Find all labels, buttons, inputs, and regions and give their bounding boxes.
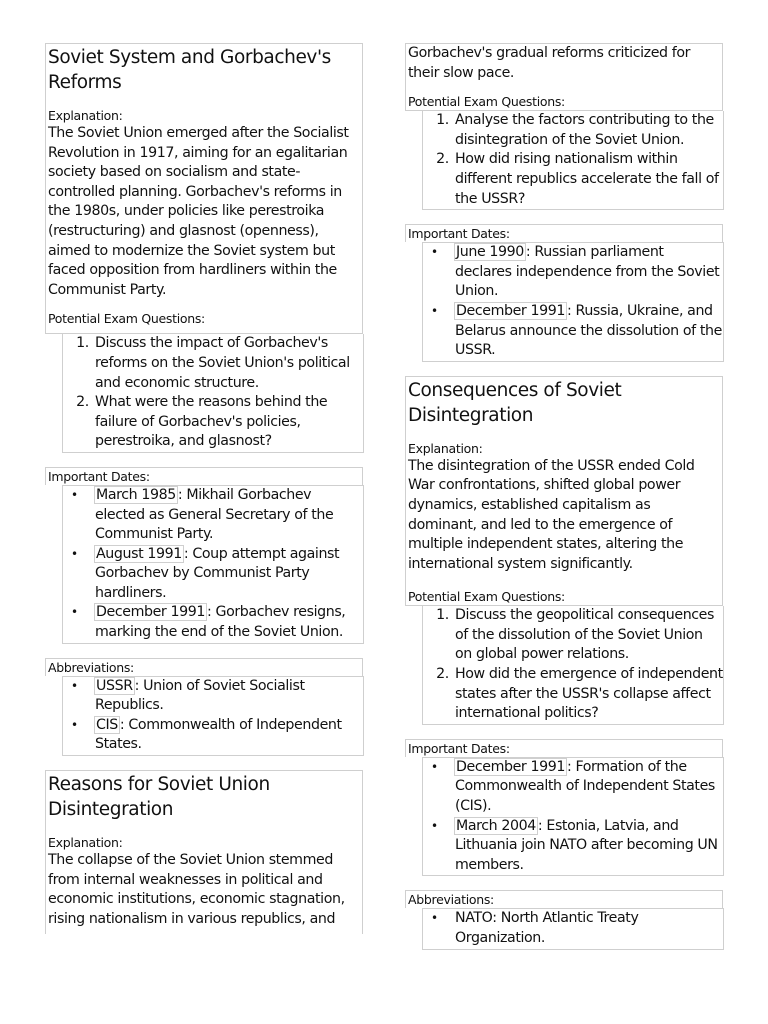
dates-list-box	[62, 485, 364, 644]
date-key: August 1991	[96, 545, 182, 562]
questions-label: Potential Exam Questions:	[408, 94, 565, 110]
section-soviet-system	[45, 43, 363, 334]
abbr-text: Union of Soviet Socialist Republics.	[95, 677, 305, 714]
date-item: • June 1990 : Russian parliament declares independence from the Soviet Union.	[453, 243, 723, 302]
abbr-item: • NATO: North Atlantic Treaty Organization.	[453, 909, 723, 948]
date-text: Formation of the Commonwealth of Independent States (CIS).	[455, 758, 715, 815]
explanation-text-continued: Gorbachev's gradual reforms criticized for their slow pace.	[408, 45, 691, 81]
abbr-text: Commonwealth of Independent States.	[95, 716, 342, 753]
left-column	[45, 43, 363, 934]
date-key: March 1985	[96, 486, 176, 503]
section-title: Soviet System and Gorbachev's Reforms	[48, 47, 331, 93]
questions-list	[423, 111, 723, 209]
question-item: 1. Analyse the factors contributing to the disintegration of the Soviet Union.	[453, 111, 723, 150]
section-consequences	[405, 376, 723, 607]
abbr-list	[423, 909, 723, 948]
abbr-item: • USSR : Union of Soviet Socialist Republics.	[93, 677, 363, 716]
explanation-label: Explanation:	[48, 108, 123, 123]
explanation-text: The Soviet Union emerged after the Socialist Revolution in 1917, aiming for an egalitarian society based on socialism and state-controlled planning. Gorbachev's reforms in the 1980s, under policies like perestroika (restructuring) and glasnost (openness), aimed to modernize the Soviet system but faced opposition from hardliners within the Communist Party.	[48, 125, 349, 298]
questions-label: Potential Exam Questions:	[48, 311, 205, 327]
abbr-key: CIS	[96, 716, 118, 733]
date-item: • December 1991 : Formation of the Commonwealth of Independent States (CIS).	[453, 758, 723, 817]
section-title: Reasons for Soviet Union Disintegration	[48, 774, 270, 821]
questions-label: Potential Exam Questions:	[408, 589, 565, 605]
question-item: 2. What were the reasons behind the failure of Gorbachev's policies, perestroika, and glasnost?	[93, 393, 363, 452]
questions-list	[63, 334, 363, 452]
questions-list	[423, 606, 723, 724]
question-item: 2. How did rising nationalism within different republics accelerate the fall of the USSR?	[453, 150, 723, 209]
date-text: Coup attempt against Gorbachev by Communist Party hardliners.	[95, 545, 340, 601]
abbr-key: NATO	[455, 910, 493, 927]
date-item: • December 1991 : Russia, Ukraine, and Belarus announce the dissolution of the USSR.	[453, 302, 723, 361]
abbr-list-box	[62, 676, 364, 756]
section-title: Consequences of Soviet Disintegration	[408, 379, 622, 426]
question-item: 1. Discuss the impact of Gorbachev's reforms on the Soviet Union's political and economic structure.	[93, 334, 363, 393]
abbr-list-box	[422, 908, 724, 949]
abbr-list	[63, 677, 363, 755]
abbr-item: • CIS : Commonwealth of Independent States.	[93, 716, 363, 755]
date-text: Mikhail Gorbachev elected as General Secretary of the Communist Party.	[95, 486, 334, 543]
question-item: 1. Discuss the geopolitical consequences of the dissolution of the Soviet Union on global power relations.	[453, 606, 723, 665]
date-text: Gorbachev resigns, marking the end of the Soviet Union.	[95, 604, 346, 641]
date-key: December 1991	[456, 758, 565, 775]
section-reasons-disintegration	[45, 770, 363, 934]
right-column	[405, 43, 723, 950]
date-key: June 1990	[456, 244, 524, 261]
abbr-key: USSR	[96, 677, 133, 694]
explanation-text: The disintegration of the USSR ended Cold War confrontations, shifted global power dynamics, established capitalism as dominant, and led to the emergence of multiple independent states, altering the international system significantly.	[408, 457, 695, 572]
date-item: • March 1985 : Mikhail Gorbachev elected as General Secretary of the Communist Party.	[93, 486, 363, 545]
questions-list-box	[62, 334, 364, 453]
explanation-label: Explanation:	[408, 440, 483, 456]
date-item: • August 1991 : Coup attempt against Gorbachev by Communist Party hardliners.	[93, 545, 363, 604]
section-reasons-continued	[405, 43, 723, 111]
dates-label: Important Dates:	[405, 739, 723, 757]
abbr-text: North Atlantic Treaty Organization.	[455, 910, 639, 946]
dates-list-box	[422, 242, 724, 362]
date-text: Russian parliament declares independence from the Soviet Union.	[455, 244, 720, 300]
date-text: Estonia, Latvia, and Lithuania join NATO after becoming UN members.	[455, 817, 718, 873]
dates-label: Important Dates:	[45, 467, 363, 485]
questions-list-box	[422, 111, 724, 210]
date-text: Russia, Ukraine, and Belarus announce the dissolution of the USSR.	[455, 302, 722, 359]
dates-list	[63, 486, 363, 643]
explanation-text: The collapse of the Soviet Union stemmed from internal weaknesses in political and economic institutions, economic stagnation, rising nationalism in various republics, and	[48, 852, 345, 927]
date-key: December 1991	[96, 604, 205, 621]
date-item: • March 2004 : Estonia, Latvia, and Lithuania join NATO after becoming UN members.	[453, 817, 723, 876]
abbr-label: Abbreviations:	[45, 658, 363, 676]
date-item: • December 1991 : Gorbachev resigns, marking the end of the Soviet Union.	[93, 603, 363, 642]
date-key: March 2004	[456, 817, 536, 834]
dates-list-box	[422, 757, 724, 877]
abbr-label: Abbreviations:	[405, 890, 723, 908]
question-item: 2. How did the emergence of independent states after the USSR's collapse affect international politics?	[453, 665, 723, 724]
dates-label: Important Dates:	[405, 224, 723, 242]
questions-list-box	[422, 606, 724, 725]
dates-list	[423, 758, 723, 876]
date-key: December 1991	[456, 302, 565, 319]
dates-list	[423, 243, 723, 361]
explanation-label: Explanation:	[48, 835, 123, 851]
